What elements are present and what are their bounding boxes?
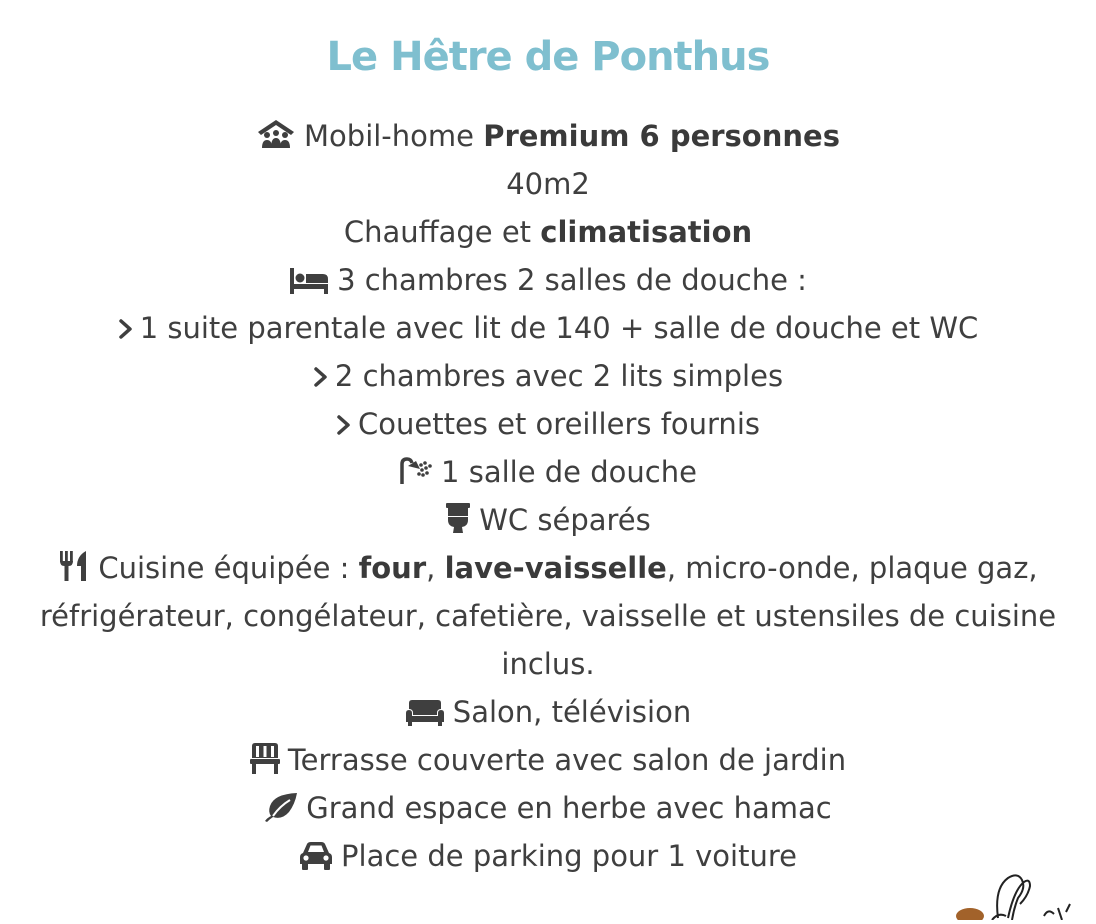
kitchen-bold-four: four [358,551,427,585]
wc-line [0,496,1096,544]
kitchen-text-pre: Cuisine équipée : [98,551,359,585]
rooms-text: 3 chambres 2 salles de douche : [337,263,807,297]
bedding-text: Couettes et oreillers fournis [358,407,760,441]
rooms-line [0,256,1096,304]
mobilhome-line [0,112,1096,160]
bedrooms-text: 2 chambres avec 2 lits simples [334,359,784,393]
chevron-right-icon [336,402,352,450]
chevron-right-icon [118,306,134,354]
leaf-icon [264,792,298,822]
living-text: Salon, télévision [452,695,692,729]
garden-line [0,784,1096,832]
bedrooms-line [0,352,1096,402]
toilet-icon [445,502,471,534]
couch-icon [405,698,445,726]
page-title: Le Hêtre de Ponthus [326,34,770,80]
kitchen-line-3: inclus. [501,647,595,681]
mobilhome-bold: Premium 6 personnes [483,119,840,153]
heating-line [0,208,1096,256]
heating-bold: climatisation [540,215,753,249]
kitchen-text-post: , micro-onde, plaque gaz, [666,551,1038,585]
suite-text: 1 suite parentale avec lit de 140 + salle de douche et WC [139,311,979,345]
kitchen-line-2: réfrigérateur, congélateur, cafetière, vaisselle et ustensiles de cuisine [39,599,1057,633]
chevron-right-icon [313,354,329,402]
heating-text: Chauffage et [343,215,541,249]
garden-text: Grand espace en herbe avec hamac [306,791,832,825]
suite-line [0,304,1096,354]
terrace-line [0,736,1096,784]
parking-text: Place de parking pour 1 voiture [341,839,797,873]
living-line [0,688,1096,736]
shower-line [0,448,1096,496]
family-house-icon [256,118,296,150]
mobilhome-text: Mobil-home [304,119,484,153]
shower-text: 1 salle de douche [441,455,697,489]
mascot-illustration [948,868,1088,920]
kitchen-line-1 [0,544,1096,592]
surface-line: 40m2 [506,167,590,201]
car-icon [299,840,333,870]
shower-icon [399,456,433,486]
kitchen-sep: , [426,551,445,585]
chair-icon [250,742,280,774]
utensils-icon [58,550,90,582]
bed-icon [289,266,329,294]
wc-text: WC séparés [479,503,651,537]
parking-line [0,832,1096,880]
kitchen-bold-lave-vaisselle: lave-vaisselle [444,551,667,585]
terrace-text: Terrasse couverte avec salon de jardin [287,743,847,777]
bedding-line [0,400,1096,450]
